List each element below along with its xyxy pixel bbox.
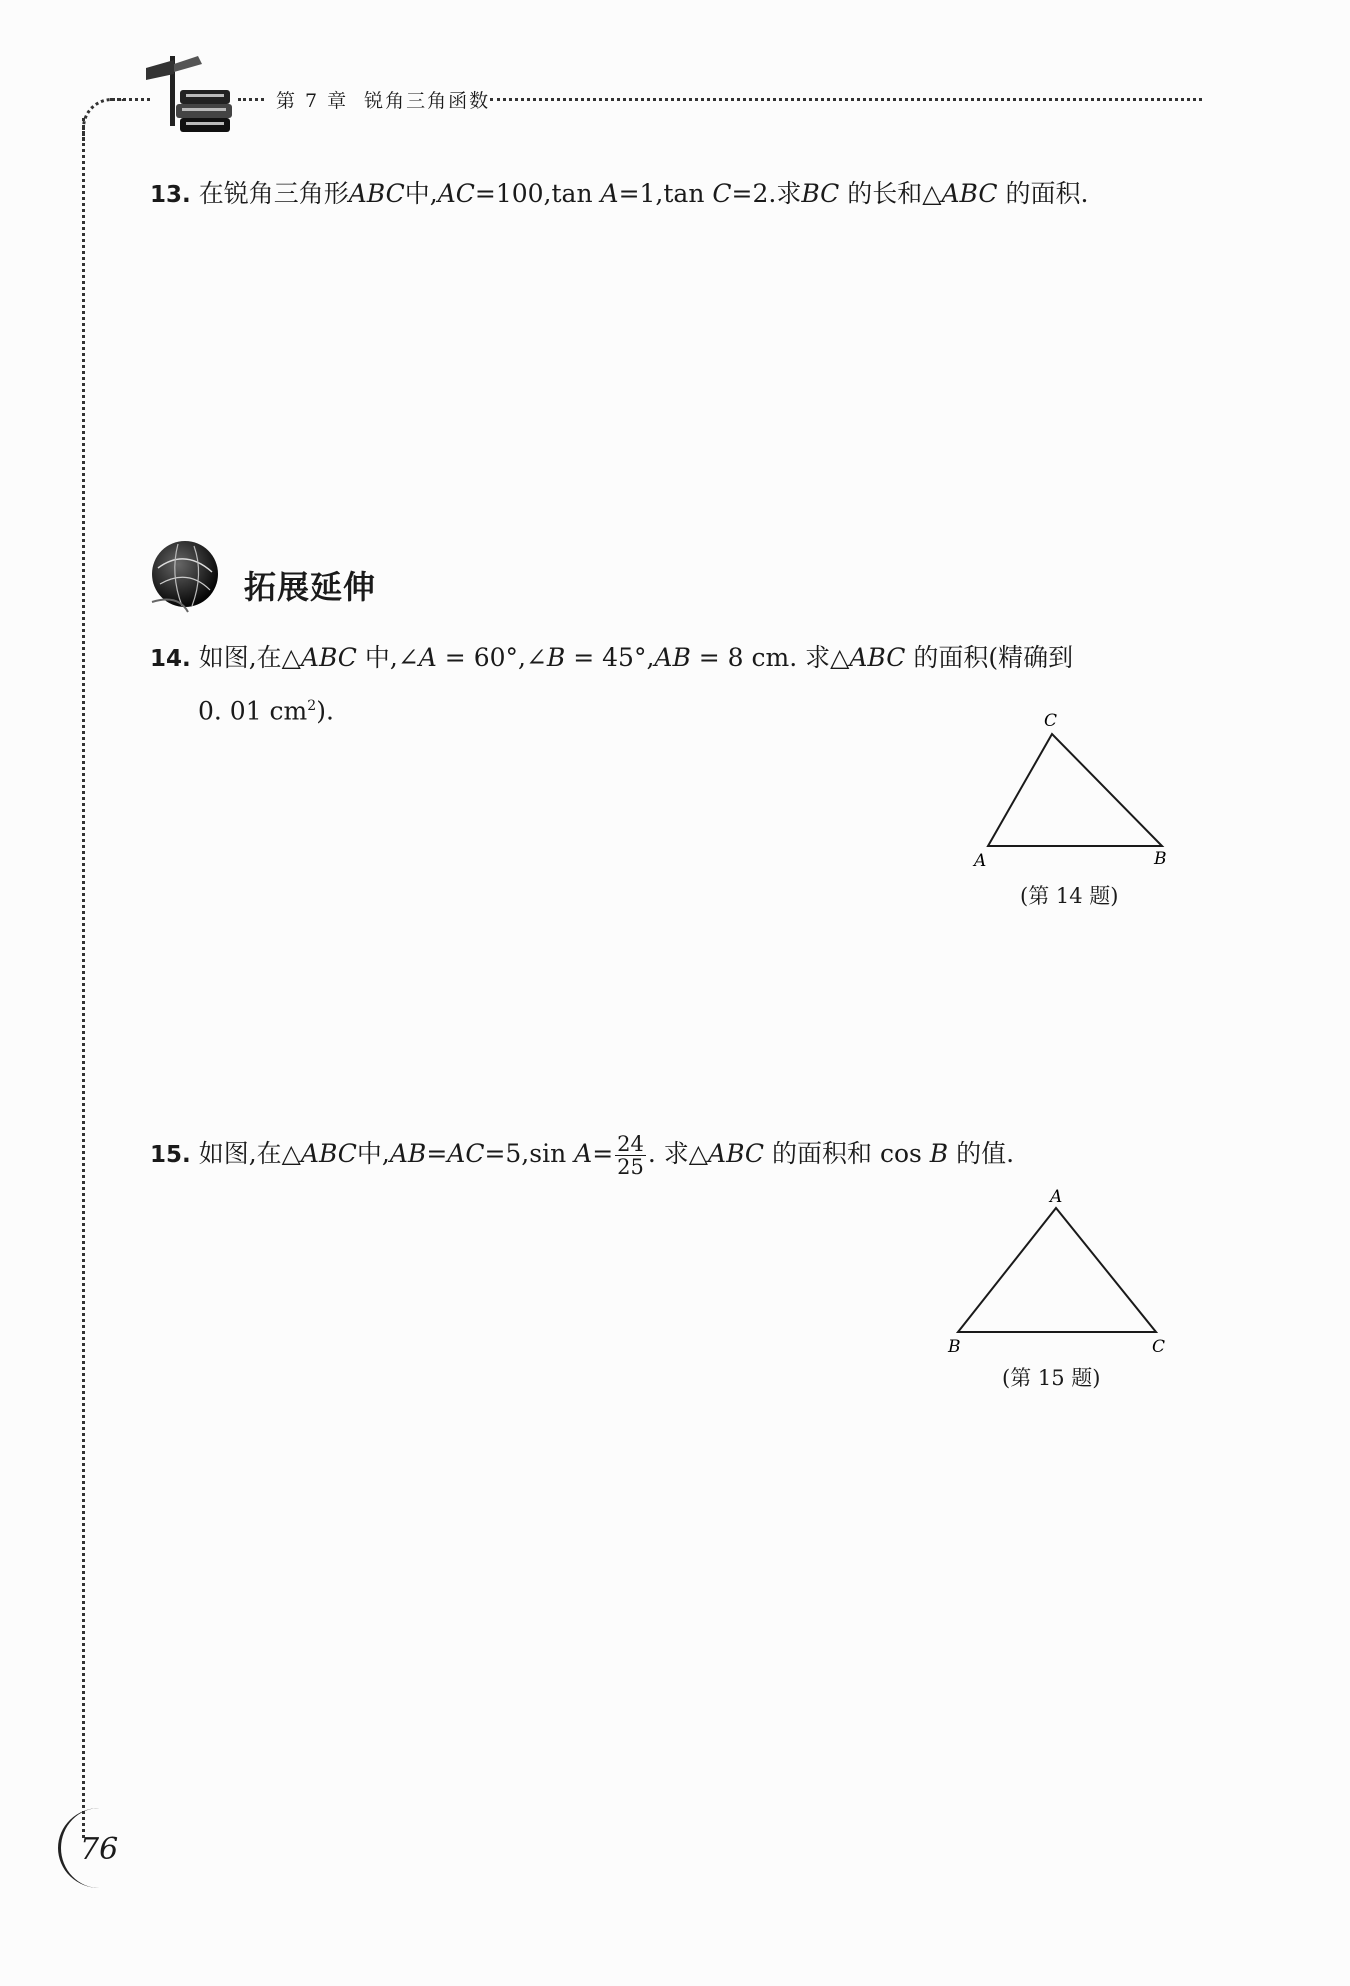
question-14-line2: 0. 01 $cm^2$). (198, 696, 334, 726)
question-number: 15. (150, 1142, 191, 1168)
vertex-label-b: B (1154, 849, 1167, 869)
figure-15-caption: (第 15 题) (1002, 1366, 1101, 1390)
question-number: 14. (150, 646, 191, 672)
figure-14-caption: (第 14 题) (1020, 884, 1119, 908)
question-14: 14. 如图,在△ABC 中,∠A = 60°,∠B = 45°,AB = 8 cm. 求△ABC 的面积(精确到 (150, 643, 1074, 672)
page-number: 76 (80, 1832, 119, 1867)
vertex-label-a: A (1050, 1188, 1063, 1207)
chapter-number: 第 7 章 (276, 90, 349, 112)
page-border-left (82, 118, 85, 1838)
vertex-label-c: C (1152, 1337, 1166, 1357)
figure-14-triangle (970, 712, 1180, 872)
running-header (276, 86, 490, 113)
section-title: 拓展延伸 (244, 568, 377, 606)
fraction-24-25: $\frac{24}{25}$ (617, 1132, 644, 1179)
globe-icon (148, 538, 222, 618)
vertex-label-b: B (948, 1337, 961, 1357)
header-rule-mid (238, 98, 264, 101)
header-rule-right (490, 98, 1202, 101)
figure-15-triangle (940, 1188, 1180, 1358)
question-13: 13. 在锐角三角形ABC中,AC=100,tan A=1,tan C=2.求BC 的长和△ABC 的面积. (150, 179, 1089, 208)
page-border-corner (82, 98, 125, 141)
vertex-label-a: A (974, 851, 987, 871)
question-number: 13. (150, 182, 191, 208)
question-15: 15. 如图,在△ABC中,AB=AC=5,sin A= $\frac{24}{25}$ . 求△ABC 的面积和 cos B 的值. (150, 1132, 1015, 1179)
signpost-books-icon (140, 50, 240, 140)
vertex-label-c: C (1044, 712, 1058, 731)
chapter-title: 锐角三角函数 (364, 90, 491, 112)
